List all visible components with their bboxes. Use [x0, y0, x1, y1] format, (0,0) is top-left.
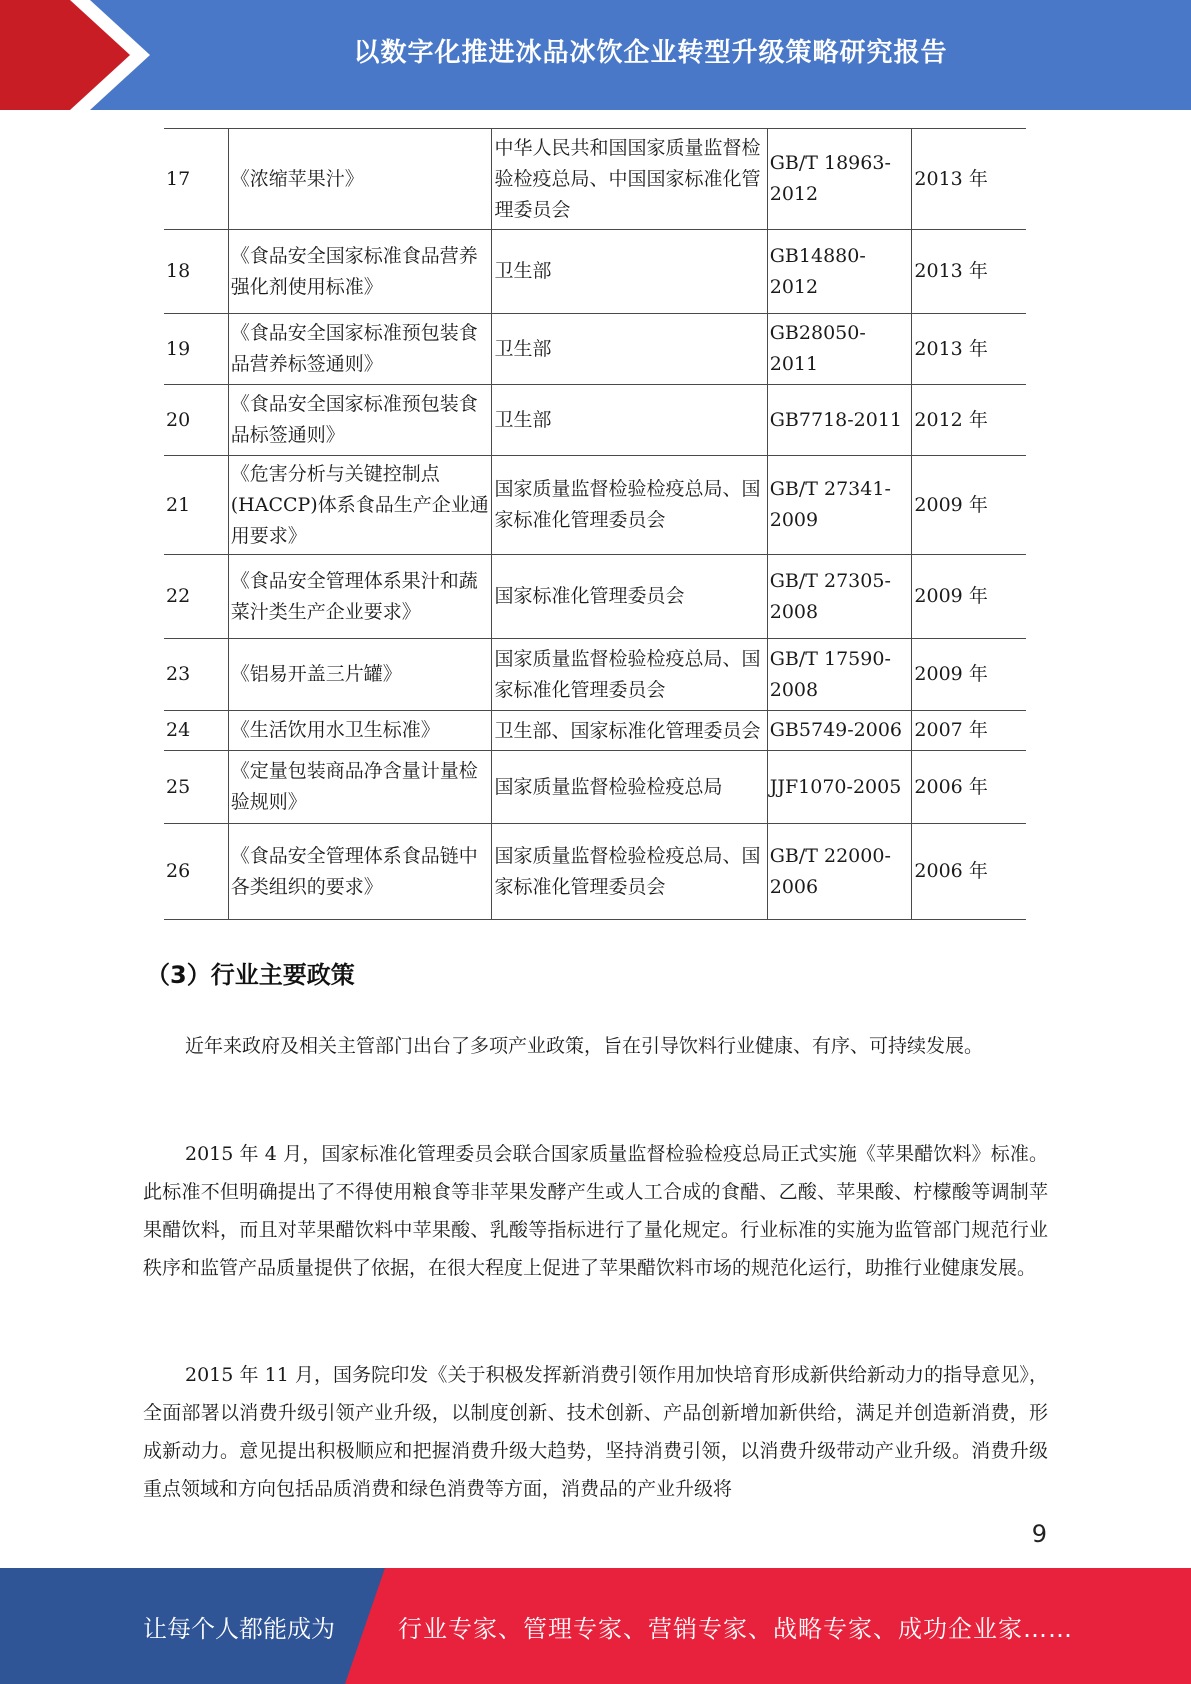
table-row: [164, 230, 1026, 314]
effective-year: 2013 年: [912, 314, 1026, 385]
header-title: 以数字化推进冰品冰饮企业转型升级策略研究报告: [353, 37, 948, 68]
row-number: 24: [164, 711, 228, 751]
page-number: 9: [1031, 1520, 1047, 1548]
body-paragraph: 2015 年 11 月，国务院印发《关于积极发挥新消费引领作用加快培育形成新供给新动力的指导意见》，全面部署以消费升级引领产业升级，以制度创新、技术创新、产品创新增加新供给，满足并创造新消费，形成新动力。意见提出积极顺应和把握消费升级大趋势，坚持消费引领，以消费升级带动产业升级。消费升级重点领域和方向包括品质消费和绿色消费等方面，消费品的产业升级将: [143, 1364, 1048, 1500]
standard-name: 《食品安全国家标准预包装食品营养标签通则》: [228, 314, 492, 385]
standard-name: 《食品安全管理体系食品链中各类组织的要求》: [228, 824, 492, 920]
issuing-authority: 国家质量监督检验检疫总局: [492, 751, 767, 824]
table-row: [164, 314, 1026, 385]
footer-slogan-left: 让每个人都能成为: [143, 1614, 335, 1643]
issuing-authority: 中华人民共和国国家质量监督检验检疫总局、中国国家标准化管理委员会: [492, 129, 767, 230]
standards-table: [164, 128, 1026, 920]
table-row: [164, 555, 1026, 639]
row-number: 20: [164, 385, 228, 456]
row-number: 21: [164, 456, 228, 555]
page-header: [0, 0, 1191, 110]
standard-name: 《危害分析与关键控制点(HACCP)体系食品生产企业通用要求》: [228, 456, 492, 555]
standard-name: 《食品安全国家标准食品营养强化剂使用标准》: [228, 230, 492, 314]
row-number: 25: [164, 751, 228, 824]
standard-name: 《铝易开盖三片罐》: [228, 639, 492, 711]
issuing-authority: 卫生部: [492, 314, 767, 385]
standard-code: GB/T 27341-2009: [767, 456, 912, 555]
row-number: 26: [164, 824, 228, 920]
standard-code: GB5749-2006: [767, 711, 912, 751]
page-footer: [0, 1568, 1191, 1684]
table-row: [164, 456, 1026, 555]
standard-code: GB7718-2011: [767, 385, 912, 456]
table-row: [164, 385, 1026, 456]
body-paragraph: 近年来政府及相关主管部门出台了多项产业政策，旨在引导饮料行业健康、有序、可持续发展。: [185, 1035, 984, 1057]
standard-code: GB/T 22000-2006: [767, 824, 912, 920]
effective-year: 2009 年: [912, 555, 1026, 639]
effective-year: 2013 年: [912, 129, 1026, 230]
row-number: 22: [164, 555, 228, 639]
section-heading: （3）行业主要政策: [146, 961, 355, 989]
standard-name: 《定量包装商品净含量计量检验规则》: [228, 751, 492, 824]
issuing-authority: 国家标准化管理委员会: [492, 555, 767, 639]
standard-code: GB/T 17590-2008: [767, 639, 912, 711]
table-row: [164, 711, 1026, 751]
effective-year: 2006 年: [912, 824, 1026, 920]
standard-code: GB/T 27305-2008: [767, 555, 912, 639]
standard-name: 《食品安全国家标准预包装食品标签通则》: [228, 385, 492, 456]
body-paragraph: 2015 年 4 月，国家标准化管理委员会联合国家质量监督检验检疫总局正式实施《苹果醋饮料》标准。此标准不但明确提出了不得使用粮食等非苹果发酵产生或人工合成的食醋、乙酸、苹果酸、柠檬酸等调制苹果醋饮料，而且对苹果醋饮料中苹果酸、乳酸等指标进行了量化规定。行业标准的实施为监管部门规范行业秩序和监管产品质量提供了依据，在很大程度上促进了苹果醋饮料市场的规范化运行，助推行业健康发展。: [143, 1143, 1048, 1279]
issuing-authority: 卫生部: [492, 385, 767, 456]
row-number: 19: [164, 314, 228, 385]
standard-code: JJF1070-2005: [767, 751, 912, 824]
footer-slogan-right: 行业专家、管理专家、营销专家、战略专家、成功企业家……: [398, 1614, 1073, 1643]
effective-year: 2013 年: [912, 230, 1026, 314]
effective-year: 2009 年: [912, 639, 1026, 711]
standard-code: GB14880-2012: [767, 230, 912, 314]
issuing-authority: 国家质量监督检验检疫总局、国家标准化管理委员会: [492, 456, 767, 555]
table-row: [164, 824, 1026, 920]
issuing-authority-text: 卫生部、国家标准化管理委员会: [494, 719, 761, 742]
issuing-authority: [492, 711, 767, 751]
effective-year: 2007 年: [912, 711, 1026, 751]
standard-code: GB/T 18963-2012: [767, 129, 912, 230]
row-number: 17: [164, 129, 228, 230]
effective-year: 2009 年: [912, 456, 1026, 555]
standard-code: GB28050-2011: [767, 314, 912, 385]
standard-name: 《浓缩苹果汁》: [228, 129, 492, 230]
standard-name: 《生活饮用水卫生标准》: [228, 711, 492, 751]
issuing-authority: 国家质量监督检验检疫总局、国家标准化管理委员会: [492, 639, 767, 711]
table-row: [164, 751, 1026, 824]
issuing-authority: 卫生部: [492, 230, 767, 314]
issuing-authority: 国家质量监督检验检疫总局、国家标准化管理委员会: [492, 824, 767, 920]
row-number: 23: [164, 639, 228, 711]
header-arrow-icon: [0, 0, 160, 110]
table-row: [164, 129, 1026, 230]
table-row: [164, 639, 1026, 711]
row-number: 18: [164, 230, 228, 314]
effective-year: 2012 年: [912, 385, 1026, 456]
standard-name: 《食品安全管理体系果汁和蔬菜汁类生产企业要求》: [228, 555, 492, 639]
effective-year: 2006 年: [912, 751, 1026, 824]
